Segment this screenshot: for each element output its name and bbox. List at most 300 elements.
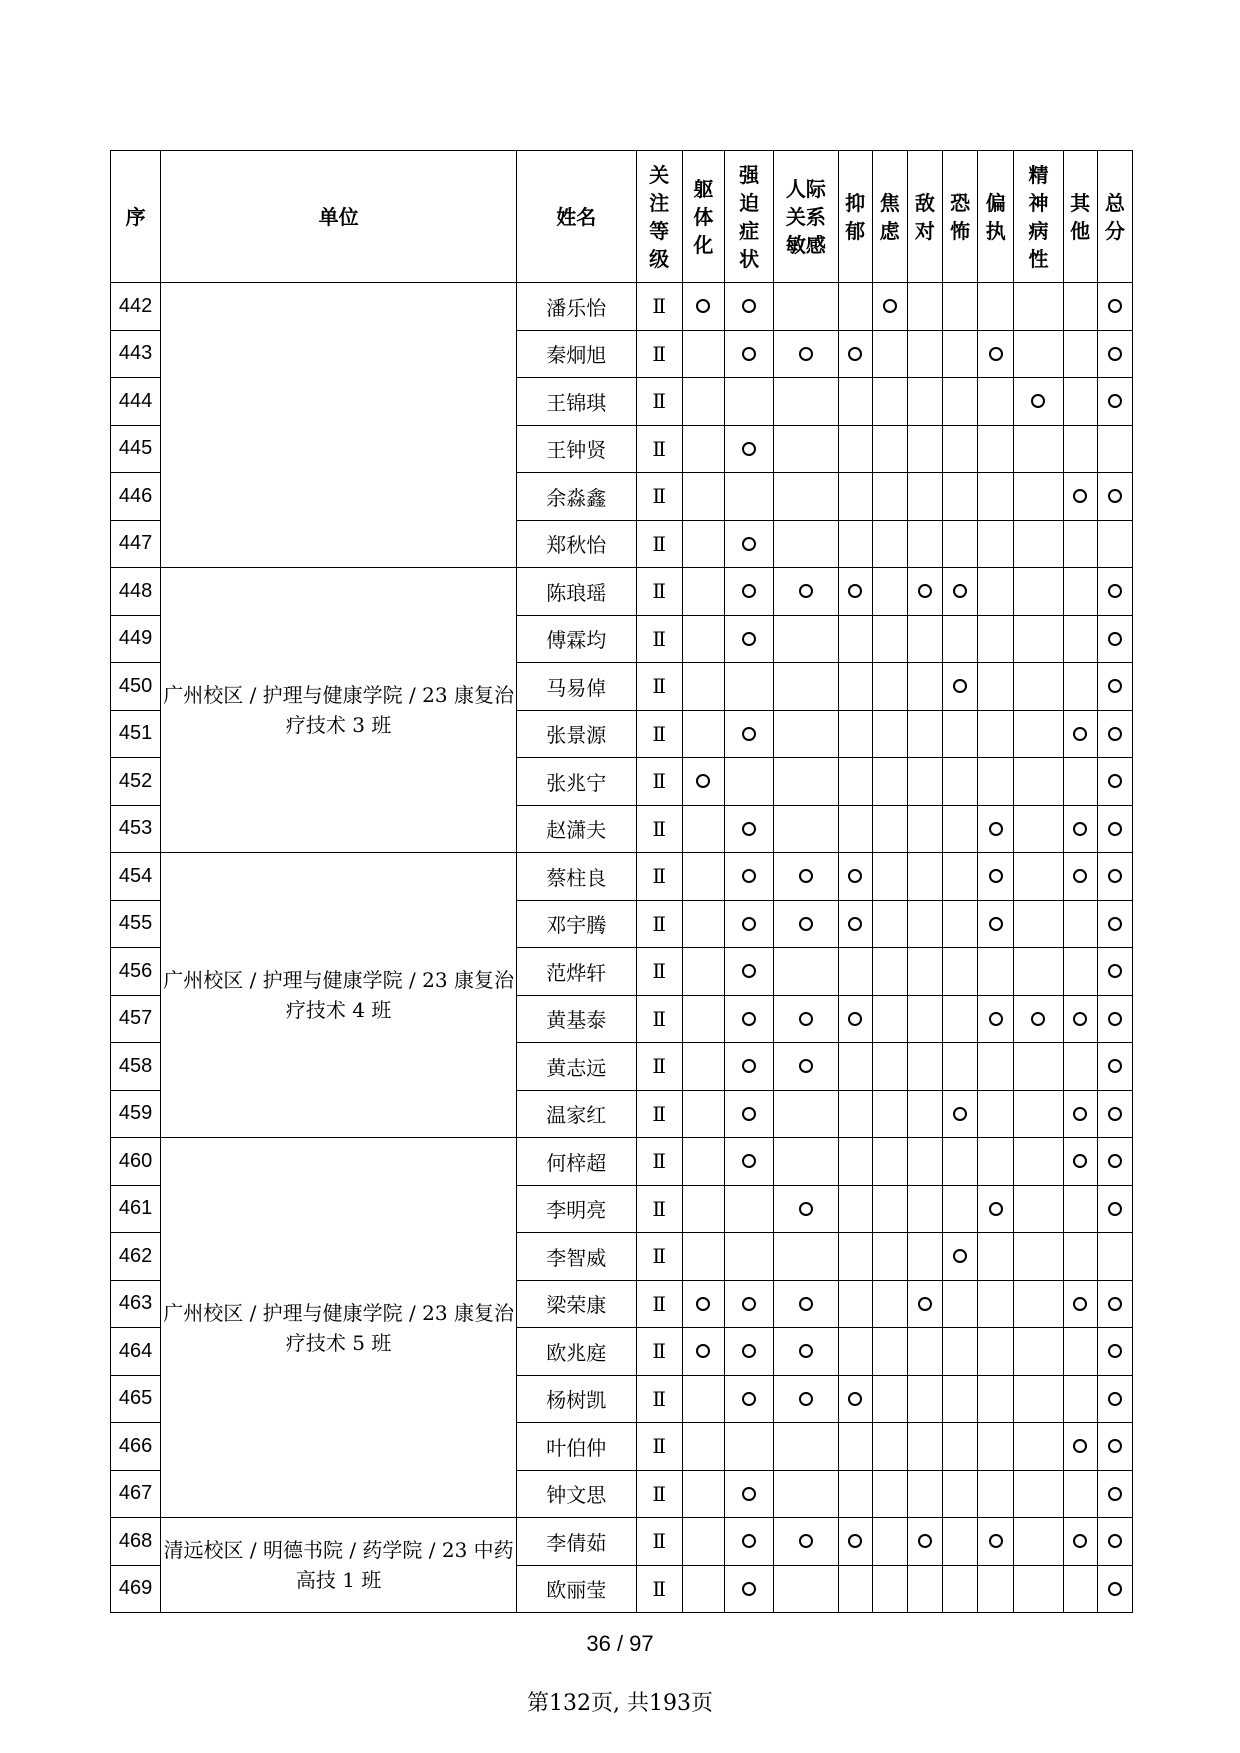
factor-cell: [838, 283, 872, 331]
circle-mark-icon: [1108, 1534, 1122, 1548]
circle-mark-icon: [742, 584, 756, 598]
seq-cell: 449: [111, 615, 161, 663]
factor-cell: [724, 1423, 773, 1471]
factor-cell: [724, 805, 773, 853]
factor-cell: [774, 1185, 838, 1233]
factor-cell: [1063, 1185, 1097, 1233]
circle-mark-icon: [742, 1154, 756, 1168]
unit-cell: 广州校区 / 护理与健康学院 / 23 康复治疗技术 3 班: [161, 568, 517, 853]
factor-cell: [724, 283, 773, 331]
table-row: [111, 568, 1133, 616]
factor-cell: [1014, 1565, 1063, 1613]
name-cell: 郑秋怡: [516, 520, 636, 568]
factor-cell: [682, 1375, 724, 1423]
factor-cell: [1097, 1328, 1132, 1376]
name-cell: 黄基泰: [516, 995, 636, 1043]
factor-cell: [838, 1565, 872, 1613]
factor-cell: [978, 1233, 1014, 1281]
factor-cell: [907, 1375, 942, 1423]
factor-cell: [978, 1565, 1014, 1613]
factor-cell: [682, 1518, 724, 1566]
header-somatization: 躯体化: [682, 151, 724, 283]
name-cell: 范烨轩: [516, 948, 636, 996]
factor-cell: [907, 1185, 942, 1233]
circle-mark-icon: [799, 1534, 813, 1548]
factor-cell: [1097, 663, 1132, 711]
seq-cell: 450: [111, 663, 161, 711]
factor-cell: [1014, 473, 1063, 521]
factor-cell: [838, 1185, 872, 1233]
name-cell: 李智威: [516, 1233, 636, 1281]
factor-cell: [1014, 995, 1063, 1043]
factor-cell: [774, 1043, 838, 1091]
circle-mark-icon: [799, 1392, 813, 1406]
factor-cell: [838, 900, 872, 948]
factor-cell: [724, 1090, 773, 1138]
level-cell: Ⅱ: [636, 758, 682, 806]
factor-cell: [907, 568, 942, 616]
factor-cell: [1097, 473, 1132, 521]
level-cell: Ⅱ: [636, 520, 682, 568]
factor-cell: [838, 1375, 872, 1423]
circle-mark-icon: [1108, 1344, 1122, 1358]
factor-cell: [1014, 1138, 1063, 1186]
circle-mark-icon: [799, 1297, 813, 1311]
factor-cell: [1063, 520, 1097, 568]
factor-cell: [724, 900, 773, 948]
factor-cell: [724, 663, 773, 711]
factor-cell: [978, 805, 1014, 853]
factor-cell: [943, 900, 978, 948]
factor-cell: [682, 425, 724, 473]
factor-cell: [943, 948, 978, 996]
factor-cell: [774, 948, 838, 996]
level-cell: Ⅱ: [636, 1090, 682, 1138]
seq-cell: 462: [111, 1233, 161, 1281]
factor-cell: [978, 1375, 1014, 1423]
circle-mark-icon: [1108, 1487, 1122, 1501]
factor-cell: [838, 1518, 872, 1566]
table-body: [111, 283, 1133, 1613]
factor-cell: [872, 663, 907, 711]
circle-mark-icon: [799, 1344, 813, 1358]
factor-cell: [872, 378, 907, 426]
factor-cell: [1063, 1043, 1097, 1091]
table-row: [111, 1138, 1133, 1186]
factor-cell: [774, 1565, 838, 1613]
circle-mark-icon: [1108, 584, 1122, 598]
factor-cell: [872, 330, 907, 378]
factor-cell: [724, 378, 773, 426]
factor-cell: [682, 378, 724, 426]
factor-cell: [978, 1090, 1014, 1138]
factor-cell: [724, 1375, 773, 1423]
factor-cell: [774, 378, 838, 426]
circle-mark-icon: [989, 869, 1003, 883]
factor-cell: [774, 330, 838, 378]
factor-cell: [1063, 330, 1097, 378]
level-cell: Ⅱ: [636, 568, 682, 616]
level-cell: Ⅱ: [636, 1043, 682, 1091]
circle-mark-icon: [848, 869, 862, 883]
circle-mark-icon: [696, 774, 710, 788]
factor-cell: [1097, 1185, 1132, 1233]
factor-cell: [838, 663, 872, 711]
factor-cell: [1063, 473, 1097, 521]
factor-cell: [872, 425, 907, 473]
factor-cell: [724, 1328, 773, 1376]
factor-cell: [838, 1138, 872, 1186]
factor-cell: [1014, 520, 1063, 568]
factor-cell: [907, 378, 942, 426]
circle-mark-icon: [1108, 1582, 1122, 1596]
seq-cell: 466: [111, 1423, 161, 1471]
factor-cell: [907, 1470, 942, 1518]
seq-cell: 463: [111, 1280, 161, 1328]
circle-mark-icon: [742, 1297, 756, 1311]
factor-cell: [872, 1043, 907, 1091]
factor-cell: [774, 805, 838, 853]
circle-mark-icon: [953, 1107, 967, 1121]
factor-cell: [724, 1138, 773, 1186]
circle-mark-icon: [742, 1059, 756, 1073]
seq-cell: 448: [111, 568, 161, 616]
factor-cell: [682, 615, 724, 663]
factor-cell: [1014, 1233, 1063, 1281]
factor-cell: [682, 1233, 724, 1281]
factor-cell: [872, 520, 907, 568]
factor-cell: [943, 378, 978, 426]
factor-cell: [978, 1423, 1014, 1471]
factor-cell: [838, 568, 872, 616]
circle-mark-icon: [1073, 1297, 1087, 1311]
factor-cell: [943, 1090, 978, 1138]
table-row: [111, 1518, 1133, 1566]
circle-mark-icon: [1073, 869, 1087, 883]
factor-cell: [682, 758, 724, 806]
factor-cell: [682, 995, 724, 1043]
header-paranoia: 偏执: [978, 151, 1014, 283]
factor-cell: [682, 330, 724, 378]
circle-mark-icon: [1108, 964, 1122, 978]
factor-cell: [1063, 805, 1097, 853]
seq-cell: 458: [111, 1043, 161, 1091]
seq-cell: 445: [111, 425, 161, 473]
factor-cell: [1097, 378, 1132, 426]
factor-cell: [1063, 1233, 1097, 1281]
factor-cell: [1063, 758, 1097, 806]
factor-cell: [978, 283, 1014, 331]
factor-cell: [774, 995, 838, 1043]
factor-cell: [682, 1043, 724, 1091]
factor-cell: [1014, 663, 1063, 711]
level-cell: Ⅱ: [636, 1565, 682, 1613]
factor-cell: [1063, 1328, 1097, 1376]
factor-cell: [943, 995, 978, 1043]
factor-cell: [682, 283, 724, 331]
factor-cell: [682, 1470, 724, 1518]
level-cell: Ⅱ: [636, 1280, 682, 1328]
factor-cell: [838, 1043, 872, 1091]
page-total: 第132页, 共193页: [527, 1691, 713, 1716]
table-row: [111, 283, 1133, 331]
factor-cell: [682, 1138, 724, 1186]
seq-cell: 444: [111, 378, 161, 426]
factor-cell: [682, 1565, 724, 1613]
circle-mark-icon: [989, 917, 1003, 931]
factor-cell: [1014, 1043, 1063, 1091]
factor-cell: [1014, 330, 1063, 378]
circle-mark-icon: [742, 347, 756, 361]
level-cell: Ⅱ: [636, 1328, 682, 1376]
factor-cell: [872, 1280, 907, 1328]
factor-cell: [838, 473, 872, 521]
level-cell: Ⅱ: [636, 283, 682, 331]
factor-cell: [1014, 1518, 1063, 1566]
circle-mark-icon: [1108, 632, 1122, 646]
factor-cell: [943, 1375, 978, 1423]
factor-cell: [943, 615, 978, 663]
factor-cell: [978, 1280, 1014, 1328]
circle-mark-icon: [989, 1012, 1003, 1026]
factor-cell: [682, 853, 724, 901]
header-unit: 单位: [161, 151, 517, 283]
factor-cell: [1063, 283, 1097, 331]
factor-cell: [724, 948, 773, 996]
circle-mark-icon: [1073, 1107, 1087, 1121]
circle-mark-icon: [918, 1297, 932, 1311]
name-cell: 余淼鑫: [516, 473, 636, 521]
level-cell: Ⅱ: [636, 995, 682, 1043]
factor-cell: [907, 1043, 942, 1091]
factor-cell: [774, 1328, 838, 1376]
circle-mark-icon: [848, 584, 862, 598]
factor-cell: [1014, 1375, 1063, 1423]
factor-cell: [872, 1518, 907, 1566]
factor-cell: [907, 758, 942, 806]
factor-cell: [1063, 663, 1097, 711]
factor-cell: [978, 615, 1014, 663]
factor-cell: [1014, 568, 1063, 616]
circle-mark-icon: [742, 1392, 756, 1406]
factor-cell: [838, 1233, 872, 1281]
level-cell: Ⅱ: [636, 615, 682, 663]
factor-cell: [724, 710, 773, 758]
factor-cell: [978, 330, 1014, 378]
factor-cell: [1014, 378, 1063, 426]
factor-cell: [943, 425, 978, 473]
factor-cell: [1097, 425, 1132, 473]
factor-cell: [943, 473, 978, 521]
seq-cell: 465: [111, 1375, 161, 1423]
level-cell: Ⅱ: [636, 948, 682, 996]
factor-cell: [872, 1375, 907, 1423]
factor-cell: [872, 948, 907, 996]
circle-mark-icon: [742, 1582, 756, 1596]
factor-cell: [943, 805, 978, 853]
name-cell: 邓宇腾: [516, 900, 636, 948]
level-cell: Ⅱ: [636, 853, 682, 901]
factor-cell: [978, 710, 1014, 758]
seq-cell: 467: [111, 1470, 161, 1518]
circle-mark-icon: [1108, 489, 1122, 503]
factor-cell: [1097, 1138, 1132, 1186]
factor-cell: [978, 900, 1014, 948]
factor-cell: [907, 425, 942, 473]
factor-cell: [724, 1518, 773, 1566]
name-cell: 蔡柱良: [516, 853, 636, 901]
factor-cell: [724, 1233, 773, 1281]
level-cell: Ⅱ: [636, 473, 682, 521]
circle-mark-icon: [848, 1392, 862, 1406]
factor-cell: [872, 1328, 907, 1376]
factor-cell: [682, 948, 724, 996]
factor-cell: [774, 1280, 838, 1328]
factor-cell: [724, 1470, 773, 1518]
level-cell: Ⅱ: [636, 1470, 682, 1518]
factor-cell: [943, 1233, 978, 1281]
circle-mark-icon: [1073, 822, 1087, 836]
factor-cell: [724, 1185, 773, 1233]
level-cell: Ⅱ: [636, 1138, 682, 1186]
factor-cell: [978, 758, 1014, 806]
factor-cell: [907, 615, 942, 663]
level-cell: Ⅱ: [636, 425, 682, 473]
factor-cell: [774, 758, 838, 806]
factor-cell: [943, 710, 978, 758]
name-cell: 张兆宁: [516, 758, 636, 806]
level-cell: Ⅱ: [636, 710, 682, 758]
seq-cell: 443: [111, 330, 161, 378]
factor-cell: [1097, 615, 1132, 663]
circle-mark-icon: [953, 679, 967, 693]
circle-mark-icon: [696, 1344, 710, 1358]
name-cell: 何梓超: [516, 1138, 636, 1186]
circle-mark-icon: [799, 1059, 813, 1073]
factor-cell: [774, 425, 838, 473]
factor-cell: [907, 1423, 942, 1471]
factor-cell: [1097, 948, 1132, 996]
factor-cell: [724, 568, 773, 616]
circle-mark-icon: [848, 1012, 862, 1026]
factor-cell: [838, 615, 872, 663]
seq-cell: 469: [111, 1565, 161, 1613]
factor-cell: [1014, 1185, 1063, 1233]
table-row: [111, 853, 1133, 901]
circle-mark-icon: [799, 1012, 813, 1026]
factor-cell: [724, 995, 773, 1043]
factor-cell: [774, 1470, 838, 1518]
factor-cell: [1097, 1375, 1132, 1423]
factor-cell: [1097, 995, 1132, 1043]
header-depression: 抑郁: [838, 151, 872, 283]
circle-mark-icon: [1108, 917, 1122, 931]
factor-cell: [682, 805, 724, 853]
header-psychoticism: 精神病性: [1014, 151, 1063, 283]
factor-cell: [872, 900, 907, 948]
circle-mark-icon: [1073, 1534, 1087, 1548]
factor-cell: [1097, 283, 1132, 331]
seq-cell: 447: [111, 520, 161, 568]
name-cell: 傅霖均: [516, 615, 636, 663]
unit-cell: [161, 283, 517, 568]
factor-cell: [682, 1423, 724, 1471]
name-cell: 欧兆庭: [516, 1328, 636, 1376]
factor-cell: [1063, 1470, 1097, 1518]
factor-cell: [774, 568, 838, 616]
seq-cell: 451: [111, 710, 161, 758]
factor-cell: [1014, 283, 1063, 331]
factor-cell: [1063, 425, 1097, 473]
name-cell: 温家红: [516, 1090, 636, 1138]
name-cell: 陈琅瑶: [516, 568, 636, 616]
header-name: 姓名: [516, 151, 636, 283]
factor-cell: [1097, 1043, 1132, 1091]
factor-cell: [774, 1233, 838, 1281]
factor-cell: [872, 1185, 907, 1233]
factor-cell: [943, 1423, 978, 1471]
factor-cell: [1014, 1423, 1063, 1471]
factor-cell: [978, 1518, 1014, 1566]
factor-cell: [1014, 615, 1063, 663]
factor-cell: [978, 568, 1014, 616]
level-cell: Ⅱ: [636, 1233, 682, 1281]
factor-cell: [1063, 1090, 1097, 1138]
factor-cell: [838, 1470, 872, 1518]
circle-mark-icon: [1108, 1107, 1122, 1121]
name-cell: 梁荣康: [516, 1280, 636, 1328]
factor-cell: [978, 948, 1014, 996]
factor-cell: [1014, 1470, 1063, 1518]
factor-cell: [1097, 568, 1132, 616]
factor-cell: [774, 663, 838, 711]
circle-mark-icon: [989, 1202, 1003, 1216]
factor-cell: [774, 900, 838, 948]
circle-mark-icon: [742, 869, 756, 883]
factor-cell: [872, 995, 907, 1043]
circle-mark-icon: [742, 727, 756, 741]
factor-cell: [774, 520, 838, 568]
level-cell: Ⅱ: [636, 1518, 682, 1566]
factor-cell: [1014, 805, 1063, 853]
header-interpersonal: 人际关系敏感: [774, 151, 838, 283]
factor-cell: [774, 710, 838, 758]
page-number: 36 / 97: [586, 1631, 654, 1656]
name-cell: 王锦琪: [516, 378, 636, 426]
factor-cell: [907, 473, 942, 521]
factor-cell: [907, 1518, 942, 1566]
name-cell: 叶伯仲: [516, 1423, 636, 1471]
factor-cell: [1097, 853, 1132, 901]
unit-cell: 广州校区 / 护理与健康学院 / 23 康复治疗技术 4 班: [161, 853, 517, 1138]
unit-cell: 清远校区 / 明德书院 / 药学院 / 23 中药高技 1 班: [161, 1518, 517, 1613]
name-cell: 欧丽莹: [516, 1565, 636, 1613]
circle-mark-icon: [918, 584, 932, 598]
header-total: 总分: [1097, 151, 1132, 283]
factor-cell: [682, 520, 724, 568]
factor-cell: [907, 283, 942, 331]
factor-cell: [943, 1470, 978, 1518]
factor-cell: [978, 853, 1014, 901]
factor-cell: [838, 995, 872, 1043]
student-table: [110, 150, 1133, 1613]
name-cell: 钟文思: [516, 1470, 636, 1518]
circle-mark-icon: [1108, 1012, 1122, 1026]
seq-cell: 468: [111, 1518, 161, 1566]
factor-cell: [682, 900, 724, 948]
factor-cell: [1063, 1280, 1097, 1328]
factor-cell: [1014, 1280, 1063, 1328]
